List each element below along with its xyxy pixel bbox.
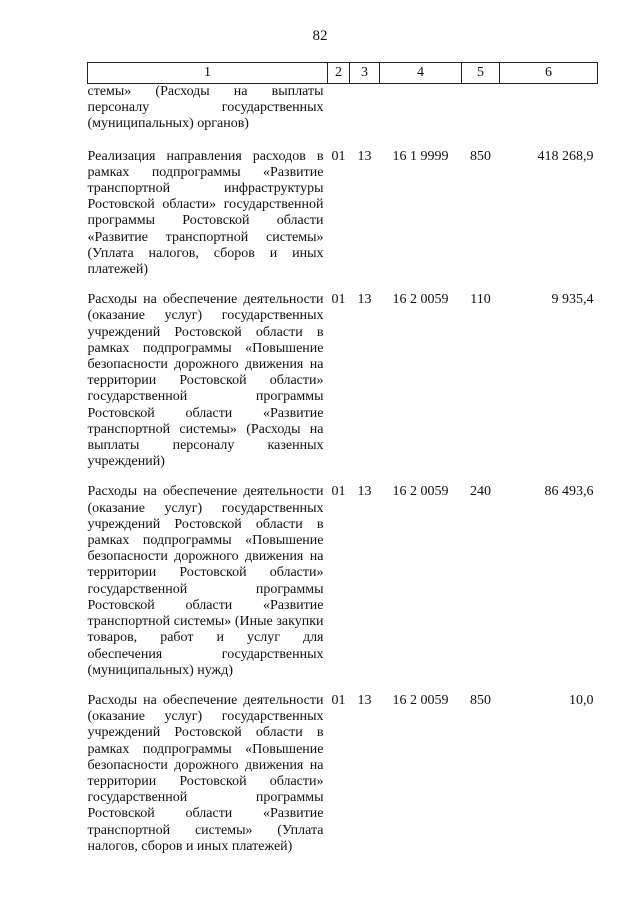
- row-target-article: [380, 84, 462, 149]
- table-row: [88, 484, 598, 692]
- row-description: Расходы на обеспечение деятельности (оказание услуг) государственных учреждений Ростовской области в рамках подпрограммы «Повышение безопасности дорожного движения на территории Ростовской области» государственной программы Ростовской области «Развитие транспортной системы» (Уплата налогов, сборов и иных платежей): [87, 692, 324, 854]
- row-description: Расходы на обеспечение деятельности (оказание услуг) государственных учреждений Ростовской области в рамках подпрограммы «Повышение безопасности дорожного движения на территории Ростовской области» государственной программы Ростовской области «Развитие транспортной системы» (Иные закупки товаров, работ и услуг для обеспечения государственных (муниципальных) нужд): [87, 484, 324, 678]
- row-expense-type: 240: [470, 484, 491, 500]
- table-row: [88, 292, 598, 484]
- header-col-4: 4: [380, 63, 462, 84]
- table-row: [88, 693, 598, 869]
- row-description: стемы» (Расходы на выплаты персоналу государственных (муниципальных) органов): [87, 84, 324, 132]
- row-amount: 10,0: [569, 692, 594, 708]
- header-col-2: 2: [328, 63, 350, 84]
- row-amount: 9 935,4: [551, 292, 594, 308]
- header-col-6: 6: [500, 63, 598, 84]
- page-number: 82: [312, 28, 328, 44]
- header-col-1: 1: [88, 63, 328, 84]
- table-row: [88, 84, 598, 149]
- row-target-article: 16 1 9999: [392, 148, 449, 164]
- header-col-3: 3: [350, 63, 380, 84]
- row-subsection: 13: [357, 484, 372, 500]
- row-section: 01: [331, 292, 346, 308]
- row-section: 01: [331, 148, 346, 164]
- row-subsection: 13: [357, 692, 372, 708]
- row-expense-type: [462, 84, 500, 149]
- row-section: 01: [331, 692, 346, 708]
- row-expense-type: 850: [470, 148, 491, 164]
- header-col-5: 5: [462, 63, 500, 84]
- row-amount: [500, 84, 598, 149]
- row-expense-type: 850: [470, 692, 491, 708]
- table-header-row: [88, 63, 598, 84]
- row-amount: 418 268,9: [537, 148, 594, 164]
- budget-table: [87, 62, 598, 869]
- row-description: Реализация направления расходов в рамках подпрограммы «Развитие транспортной инфраструктуры Ростовской области» государственной программы Ростовской области «Развитие транспортной системы» (Уплата налогов, сборов и иных платежей): [87, 148, 324, 278]
- row-description: Расходы на обеспечение деятельности (оказание услуг) государственных учреждений Ростовской области в рамках подпрограммы «Повышение безопасности дорожного движения на территории Ростовской области» государственной программы Ростовской области «Развитие транспортной системы» (Расходы на выплаты персоналу казенных учреждений): [87, 292, 324, 470]
- row-target-article: 16 2 0059: [392, 692, 449, 708]
- row-section: 01: [331, 484, 346, 500]
- row-target-article: 16 2 0059: [392, 484, 449, 500]
- row-subsection: 13: [357, 292, 372, 308]
- table-row: [88, 149, 598, 293]
- row-target-article: 16 2 0059: [392, 292, 449, 308]
- row-amount: 86 493,6: [544, 484, 594, 500]
- row-subsection: 13: [357, 148, 372, 164]
- row-section: [328, 84, 350, 149]
- row-subsection: [350, 84, 380, 149]
- row-expense-type: 110: [470, 292, 491, 308]
